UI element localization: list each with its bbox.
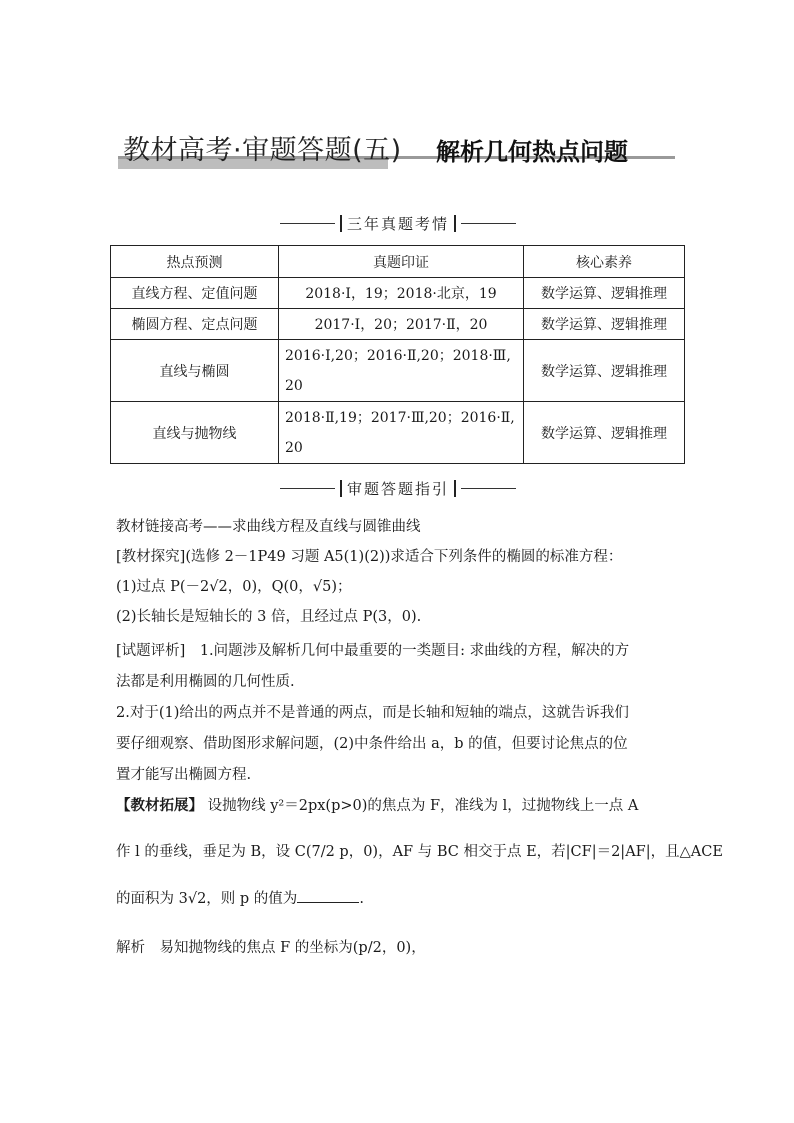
text-line: 作 l 的垂线，垂足为 B，设 C(7/2 p，0)，AF 与 BC 相交于点 E，若|CF|＝2|AF|，且△ACE xyxy=(116,844,723,860)
table-header-cell: 热点预测 xyxy=(111,246,279,278)
exam-table xyxy=(110,245,685,464)
table-row xyxy=(111,340,685,402)
text-line xyxy=(116,889,364,909)
text-segment: 的面积为 3√2，则 p 的值为 xyxy=(116,891,298,907)
table-row xyxy=(111,309,685,340)
text-line: [试题评析] 1.问题涉及解析几何中最重要的一类题目: 求曲线的方程，解决的方 xyxy=(116,643,630,659)
table-cell: 直线与抛物线 xyxy=(111,402,279,464)
table-row xyxy=(111,278,685,309)
text-line: (1)过点 P(－2√2，0)，Q(0，√5)； xyxy=(116,579,352,595)
table-cell: 直线与椭圆 xyxy=(111,340,279,402)
table-cell: 数学运算、逻辑推理 xyxy=(524,340,685,402)
header-left-title: 教材高考·审题答题(五) xyxy=(123,135,402,166)
section-banner-exam xyxy=(280,212,516,234)
table-cell: 2016·Ⅰ,20；2016·Ⅱ,20；2018·Ⅲ, 20 xyxy=(279,340,524,402)
table-cell: 数学运算、逻辑推理 xyxy=(524,278,685,309)
table-cell: 2018·Ⅰ，19；2018·北京，19 xyxy=(279,278,524,309)
table-header-cell: 核心素养 xyxy=(524,246,685,278)
text-line: 置才能写出椭圆方程. xyxy=(116,767,252,783)
label-solution: 解析 xyxy=(116,940,145,956)
section-banner-guide xyxy=(280,477,516,499)
table-cell: 2018·Ⅱ,19；2017·Ⅲ,20；2016·Ⅱ, 20 xyxy=(279,402,524,464)
header-right-title: 解析几何热点问题 xyxy=(436,138,628,166)
text-line: 2.对于(1)给出的两点并不是普通的两点，而是长轴和短轴的端点，这就告诉我们 xyxy=(116,705,629,721)
table-row xyxy=(111,402,685,464)
table-cell: 数学运算、逻辑推理 xyxy=(524,402,685,464)
text-line: [教材探究](选修 2－1P49 习题 A5(1)(2))求适合下列条件的椭圆的标准方程： xyxy=(116,549,623,565)
table-cell: 2017·Ⅰ，20；2017·Ⅱ，20 xyxy=(279,309,524,340)
text-segment: . xyxy=(359,891,364,907)
section-title: 三年真题考情 xyxy=(347,214,450,233)
text-segment: 设抛物线 y²＝2px(p>0)的焦点为 F，准线为 l，过抛物线上一点 A xyxy=(203,798,639,814)
label-textbook-extension: 【教材拓展】 xyxy=(116,798,203,814)
table-header-row xyxy=(111,246,685,278)
text-line: (2)长轴长是短轴长的 3 倍，且经过点 P(3，0). xyxy=(116,609,422,625)
text-segment: 易知抛物线的焦点 F 的坐标为(p/2，0)， xyxy=(145,940,426,956)
text-line: 法都是利用椭圆的几何性质. xyxy=(116,674,295,690)
text-line xyxy=(116,796,638,816)
text-line: 要仔细观察、借助图形求解问题，(2)中条件给出 a，b 的值，但要讨论焦点的位 xyxy=(116,736,628,752)
table-cell: 椭圆方程、定点问题 xyxy=(111,309,279,340)
text-line xyxy=(116,938,426,958)
table-header-cell: 真题印证 xyxy=(279,246,524,278)
text-line: 教材链接高考——求曲线方程及直线与圆锥曲线 xyxy=(116,519,421,535)
answer-blank xyxy=(297,890,359,903)
section-title: 审题答题指引 xyxy=(347,479,450,498)
table-cell: 数学运算、逻辑推理 xyxy=(524,309,685,340)
table-cell: 直线方程、定值问题 xyxy=(111,278,279,309)
